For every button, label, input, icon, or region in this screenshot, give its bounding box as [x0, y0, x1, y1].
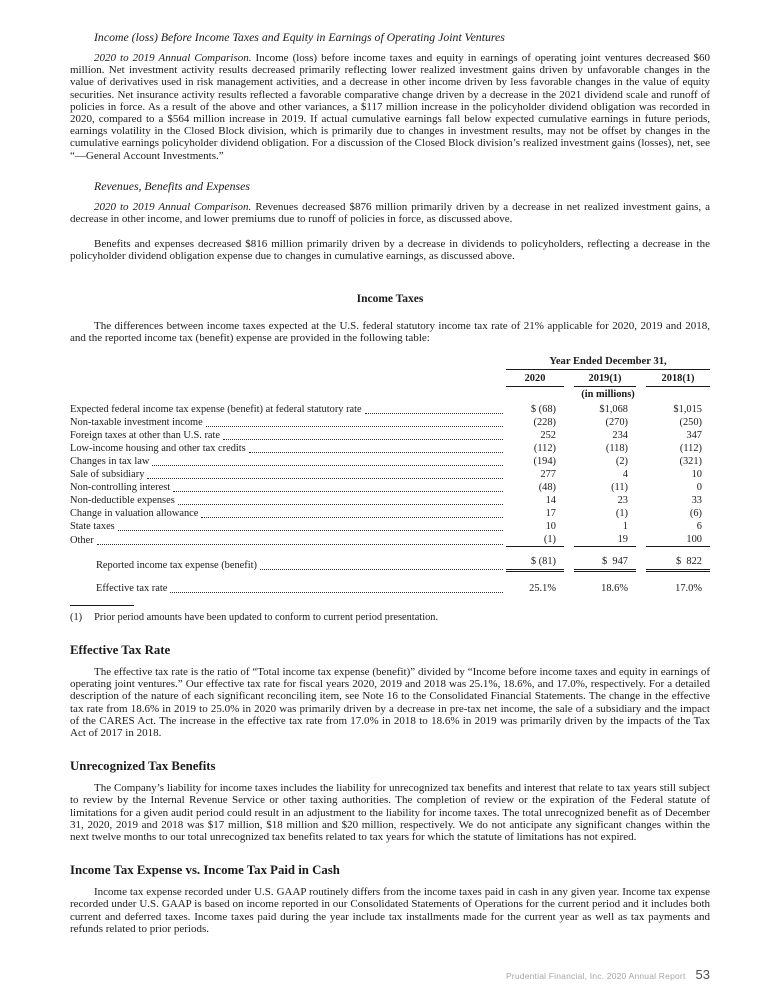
table-row — [70, 520, 710, 533]
value-2018: 0 — [696, 482, 702, 494]
value-2019: 19 — [574, 533, 636, 547]
row-values — [506, 442, 710, 455]
value-2019: 18.6% — [601, 583, 628, 595]
row-values — [506, 507, 710, 520]
value-2020: (228) — [533, 417, 556, 429]
value-2018: $1,015 — [673, 404, 702, 416]
row-label: Non-deductible expenses — [70, 495, 175, 507]
table-row — [70, 533, 710, 547]
value-2020: 10 — [545, 521, 556, 533]
value-2019: (118) — [605, 443, 628, 455]
table-span-header: Year Ended December 31, — [506, 356, 710, 370]
value-2019: $1,068 — [599, 404, 628, 416]
tax-reconciliation-table — [70, 356, 710, 595]
dot-leader — [170, 592, 503, 593]
row-label: Changes in tax law — [70, 456, 150, 468]
row-label: Sale of subsidiary — [70, 469, 145, 481]
dot-leader — [206, 426, 503, 427]
row-values — [506, 582, 710, 595]
value-2019: 1 — [622, 521, 628, 533]
row-values — [506, 555, 710, 572]
table-row — [70, 442, 710, 455]
dot-leader — [201, 517, 503, 518]
column-header-2018: 2018(1) — [646, 372, 710, 387]
value-2020: $ (68) — [530, 404, 556, 416]
table-footnote — [70, 612, 710, 623]
value-2019: (2) — [615, 456, 628, 468]
value-2019: $ 947 — [574, 555, 636, 572]
row-label: Effective tax rate — [96, 583, 168, 595]
table-row — [70, 507, 710, 520]
column-header-2020: 2020 — [506, 372, 564, 387]
value-2018: 10 — [691, 469, 702, 481]
row-values — [506, 468, 710, 481]
footer-publisher: Prudential Financial, Inc. 2020 Annual Report — [505, 971, 686, 981]
value-2018: 347 — [686, 430, 702, 442]
paragraph-text: Revenues decreased $876 million primarily driven by a decrease in net realized investment gains, a decrease in other income, and lower premiums due to runoff of policies in force, as discussed above. — [70, 200, 710, 226]
row-values — [506, 494, 710, 507]
value-2020: 252 — [540, 430, 556, 442]
value-2020: $ (81) — [506, 555, 564, 572]
value-2019: 4 — [622, 469, 628, 481]
row-label: Expected federal income tax expense (benefit) at federal statutory rate — [70, 404, 362, 416]
row-values — [506, 533, 710, 547]
heading-effective-tax-rate: Effective Tax Rate — [70, 643, 171, 658]
row-values — [506, 520, 710, 533]
row-label: Change in valuation allowance — [70, 508, 199, 520]
dot-leader — [178, 504, 503, 505]
row-label: Non-controlling interest — [70, 482, 171, 494]
paragraph-lead: 2020 to 2019 Annual Comparison. — [94, 200, 252, 213]
value-2018: 33 — [691, 495, 702, 507]
row-values — [506, 429, 710, 442]
paragraph-unrecognized-tax-benefits: The Company’s liability for income taxes includes the liability for unrecognized tax benefits and interest that relate to tax years still subject to review by the Internal Revenue Service or other taxing authorities. The completion of review or the expiration of the Federal statute of limitations for a given audit period could result in an adjustment to the liability for income taxes. The total unrecognized benefit as of December 31, 2020, 2019 and 2018 was $17 million, $18 million and $20 million, respectively. We do not anticipate any significant changes within the next twelve months to our total unrecognized tax benefits related to tax years for which the statute of limitations has not expired. — [70, 782, 710, 844]
row-values — [506, 455, 710, 468]
value-2018: 17.0% — [675, 583, 702, 595]
dot-leader — [152, 465, 503, 466]
value-2020: 14 — [545, 495, 556, 507]
header-spacer — [70, 356, 506, 403]
value-2020: (194) — [533, 456, 556, 468]
table-row — [70, 468, 710, 481]
value-2019: (270) — [605, 417, 628, 429]
value-2020: (48) — [538, 482, 556, 494]
footnote-marker: (1) — [70, 612, 83, 624]
paragraph-lead: 2020 to 2019 Annual Comparison. — [94, 52, 252, 64]
value-2018: 6 — [696, 521, 702, 533]
row-label: Non-taxable investment income — [70, 417, 203, 429]
heading-income-taxes: Income Taxes — [356, 292, 424, 305]
table-units-label: (in millions) — [581, 389, 635, 401]
paragraph-text: Income (loss) before income taxes and equity in earnings of operating joint ventures decreased $60 million. Net investment activity results decreased primarily reflecting lower realized investment gains driven by unfavorable changes in the value of derivatives used in risk management activities, and a decrease in other income driven by less favorable changes in the value of equity securities. Net insurance activity results reflected a favorable comparative change driven by a decrease in the 2021 dividend scale and runoff of policies in force. As a result of the above and other variances, a $117 million increase in the policyholder dividend obligation was recorded in 2020, compared to a $564 million increase in 2019. If actual cumulative earnings fall below expected cumulative earnings in future periods, earnings volatility in the Closed Block division, which is primarily due to changes in investment results, may not be offset by changes in the cumulative earnings policyholder dividend obligation. For a discussion of the Closed Block division’s realized investment gains (losses), net, see “—General Account Investments.” — [70, 52, 711, 162]
footnote-divider — [70, 605, 134, 606]
value-2020: 17 — [545, 508, 556, 520]
value-2020: 25.1% — [529, 583, 556, 595]
row-values — [506, 416, 710, 429]
dot-leader — [260, 569, 503, 570]
paragraph-income-tax-expense-vs-paid: Income tax expense recorded under U.S. GAAP routinely differs from the income taxes paid in cash in any given year. Income tax expense recorded under U.S. GAAP is based on income reported in our Consolidated Statements of Operations for the current period and it includes both current and deferred taxes. Income taxes paid during the year include tax installments made for the current year as well as tax payments and refunds related to prior periods. — [70, 886, 710, 935]
table-column-headers — [506, 372, 710, 387]
dot-leader — [173, 491, 503, 492]
table-header-span-row — [70, 356, 710, 403]
dot-leader — [118, 530, 503, 531]
year-ended-group — [506, 356, 710, 403]
value-2019: 234 — [612, 430, 628, 442]
value-2020: (112) — [533, 443, 556, 455]
table-row — [70, 582, 710, 595]
dot-leader — [147, 478, 503, 479]
value-2018: (6) — [689, 508, 702, 520]
value-2018: 100 — [646, 533, 710, 547]
value-2020: (1) — [506, 533, 564, 547]
footnote-text: Prior period amounts have been updated to conform to current period presentation. — [94, 612, 439, 624]
page-footer — [506, 967, 710, 982]
dot-leader — [97, 544, 503, 545]
row-values — [506, 403, 710, 416]
table-row — [70, 416, 710, 429]
table-row — [70, 481, 710, 494]
row-values — [506, 481, 710, 494]
value-2020: 277 — [540, 469, 556, 481]
table-row — [70, 555, 710, 572]
dot-leader — [365, 413, 503, 414]
paragraph-benefits-expenses: Benefits and expenses decreased $816 million primarily driven by a decrease in dividends to policyholders, reflecting a decrease in the policyholder dividend obligation expense due to changes in cumulative earnings, as discussed above. — [70, 238, 710, 263]
heading-unrecognized-tax-benefits: Unrecognized Tax Benefits — [70, 759, 216, 774]
value-2019: (1) — [615, 508, 628, 520]
value-2018: (112) — [679, 443, 702, 455]
heading-revenues-benefits-expenses: Revenues, Benefits and Expenses — [94, 178, 250, 193]
table-row — [70, 403, 710, 416]
row-label: Other — [70, 535, 94, 547]
page-number: 53 — [695, 967, 710, 982]
tax-table-body — [70, 403, 710, 595]
table-row — [70, 494, 710, 507]
value-2018: (321) — [679, 456, 702, 468]
dot-leader — [223, 439, 503, 440]
row-label: Foreign taxes at other than U.S. rate — [70, 430, 221, 442]
row-label: State taxes — [70, 521, 115, 533]
heading-income-tax-expense-vs-paid: Income Tax Expense vs. Income Tax Paid in Cash — [70, 863, 340, 878]
heading-income-loss-before-taxes: Income (loss) Before Income Taxes and Equity in Earnings of Operating Joint Ventures — [94, 30, 505, 44]
paragraph-income-loss-comparison — [70, 52, 710, 162]
value-2018: $ 822 — [646, 555, 710, 572]
paragraph-effective-tax-rate: The effective tax rate is the ratio of “Total income tax expense (benefit)” divided by “Income before income taxes and equity in earnings of operating joint ventures.” Our effective tax rate for fiscal years 2020, 2019 and 2018 was 25.1%, 18.6%, and 17.0%, respectively. For a detailed description of the nature of each significant reconciling item, see Note 16 to the Consolidated Financial Statements. The change in the effective tax rate from 18.6% in 2019 to 25.0% in 2020 was primarily driven by a decrease in pre-tax net income, the sale of a subsidiary and the impact of the CARES Act. The increase in the effective tax rate from 17.0% in 2018 to 18.6% in 2019 was primarily driven by the impacts of the Tax Act of 2017 in 2018. — [70, 666, 710, 740]
dot-leader — [249, 452, 503, 453]
value-2019: (11) — [611, 482, 628, 494]
row-label: Reported income tax expense (benefit) — [96, 560, 257, 572]
value-2019: 23 — [617, 495, 628, 507]
column-header-2019: 2019(1) — [574, 372, 636, 387]
value-2018: (250) — [679, 417, 702, 429]
row-label: Low-income housing and other tax credits — [70, 443, 246, 455]
paragraph-revenues-comparison — [70, 201, 710, 225]
table-row — [70, 429, 710, 442]
paragraph-income-taxes-intro: The differences between income taxes expected at the U.S. federal statutory income tax rate of 21% applicable for 2020, 2019 and 2018, and the reported income tax (benefit) expense are provided in the following table: — [70, 319, 710, 344]
table-row — [70, 455, 710, 468]
